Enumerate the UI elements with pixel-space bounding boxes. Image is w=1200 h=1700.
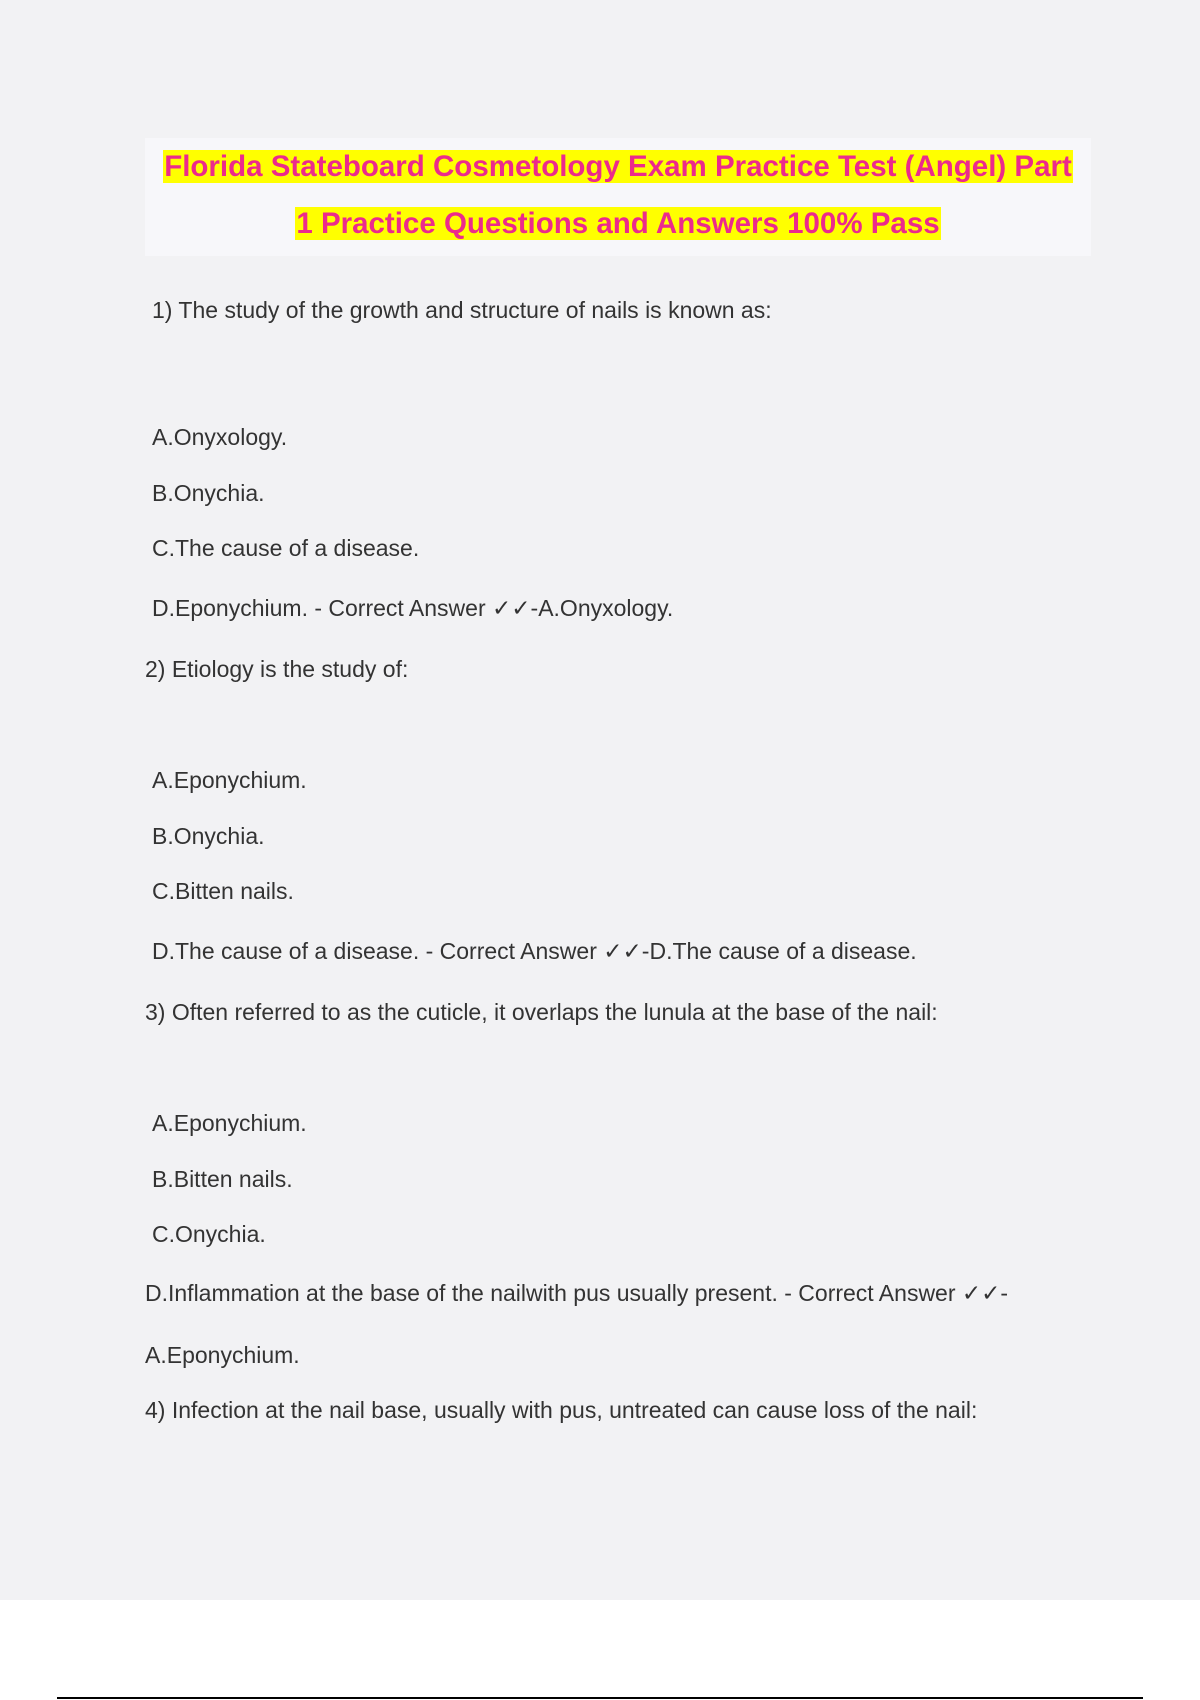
q1-option-b: B.Onychia. <box>152 480 265 506</box>
q1-option-d-answer: D.Eponychium. - Correct Answer ✓✓-A.Onyxology. <box>152 595 674 621</box>
q3-option-b: B.Bitten nails. <box>152 1166 293 1192</box>
q1-option-a: A.Onyxology. <box>152 424 288 450</box>
question-2: 2) Etiology is the study of: <box>145 656 409 682</box>
q3-option-d-answer: D.Inflammation at the base of the nailwith pus usually present. - Correct Answer ✓✓- <box>145 1280 1009 1306</box>
footer-divider <box>57 1697 1143 1699</box>
q2-option-b: B.Onychia. <box>152 823 265 849</box>
q3-option-c: C.Onychia. <box>152 1221 266 1247</box>
q2-option-c: C.Bitten nails. <box>152 878 294 904</box>
title-line-2: 1 Practice Questions and Answers 100% Pass <box>296 207 940 240</box>
q3-option-a: A.Eponychium. <box>152 1110 307 1136</box>
title-line-1: Florida Stateboard Cosmetology Exam Practice Test (Angel) Part <box>164 150 1072 183</box>
question-1: 1) The study of the growth and structure of nails is known as: <box>152 297 772 323</box>
question-3: 3) Often referred to as the cuticle, it overlaps the lunula at the base of the nail: <box>145 999 938 1025</box>
question-4: 4) Infection at the nail base, usually with pus, untreated can cause loss of the nail: <box>145 1397 978 1423</box>
q2-option-a: A.Eponychium. <box>152 767 307 793</box>
q1-option-c: C.The cause of a disease. <box>152 535 420 561</box>
q3-answer-continuation: A.Eponychium. <box>145 1342 300 1368</box>
document-title <box>145 138 1091 256</box>
q2-option-d-answer: D.The cause of a disease. - Correct Answer ✓✓-D.The cause of a disease. <box>152 938 917 964</box>
